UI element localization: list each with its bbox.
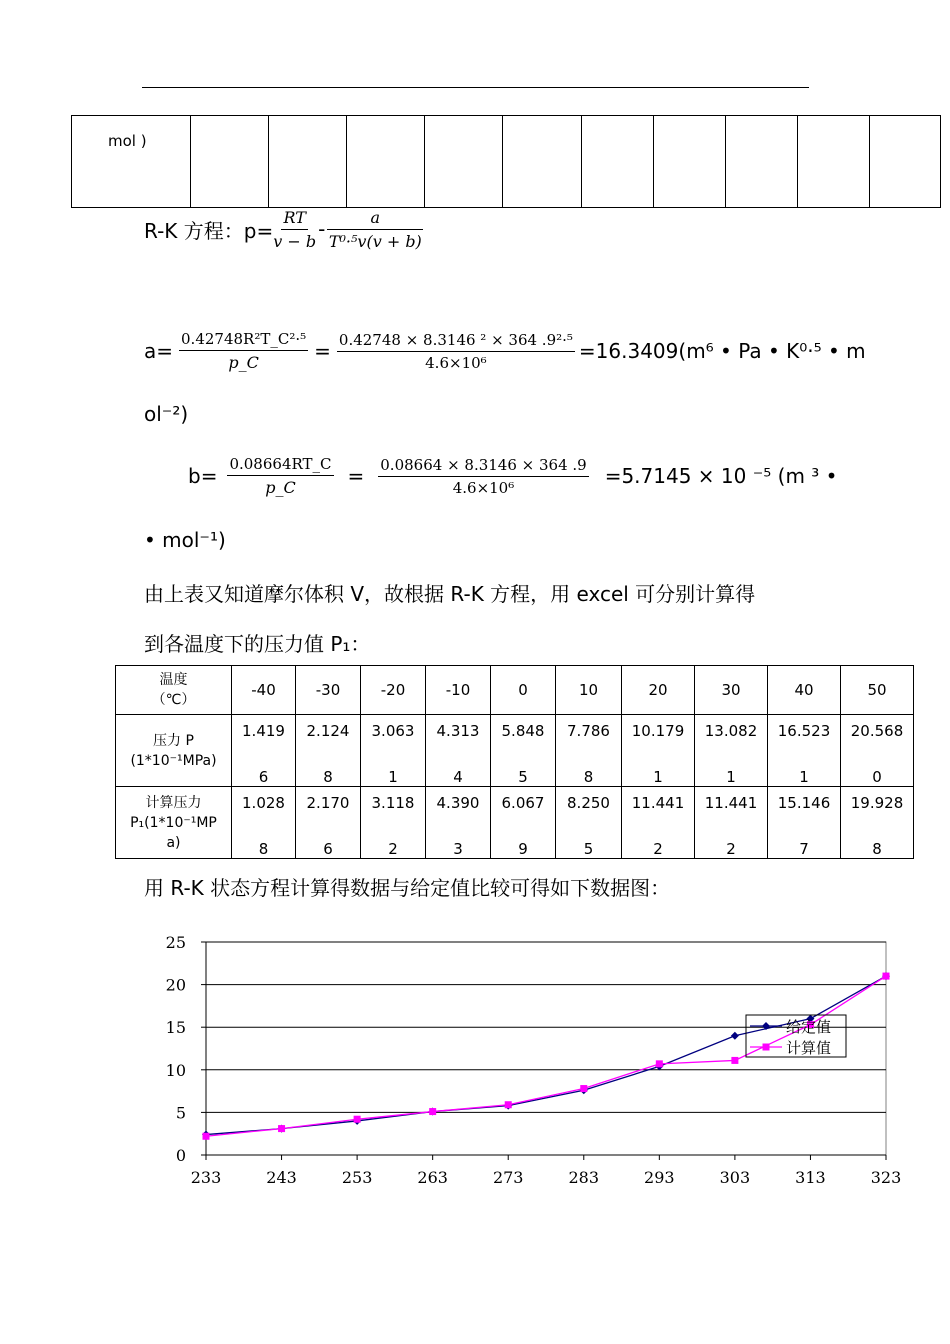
row-label: 计算压力 P₁(1*10⁻¹MP a) xyxy=(116,787,232,859)
temp-cell: 50 xyxy=(841,666,914,715)
x-tick-label: 293 xyxy=(644,1168,675,1187)
plot-area xyxy=(206,942,886,1155)
rk-fraction-1: $\frac{RT}{v - b}$ xyxy=(273,207,317,251)
data-point-calculated xyxy=(731,1057,738,1064)
a-formula: a= $\frac{\text{0.42748R²T\_C²·⁵}}{p\_C}$ = $\frac{\text{0.42748 × 8.3146 ² × 364 .9²·⁵}}{\text{4.6×10⁶}}$ =16.3409(m⁶ • Pa • K⁰·⁵ • m xyxy=(144,330,866,372)
value-cell: 11.441 2 xyxy=(622,787,695,859)
table-header-row xyxy=(116,666,914,715)
b-fraction-1: $\frac{0.08664RT\_C}{p\_C}$ xyxy=(229,455,332,497)
temp-cell: 20 xyxy=(622,666,695,715)
value-cell: 3.063 1 xyxy=(361,715,426,787)
data-point-calculated xyxy=(580,1085,587,1092)
y-tick-label: 0 xyxy=(175,1146,186,1165)
value-cell: 2.170 6 xyxy=(296,787,361,859)
value-cell: 19.928 8 xyxy=(841,787,914,859)
temp-header: 温度 （℃） xyxy=(116,666,232,715)
table-row-given xyxy=(116,715,914,787)
a-fraction-1: $\frac{\text{0.42748R²T\_C²·⁵}}{p\_C}$ xyxy=(181,330,307,372)
legend-marker-calculated xyxy=(763,1044,770,1051)
value-cell: 4.313 4 xyxy=(426,715,491,787)
data-point-calculated xyxy=(883,973,890,980)
legend-label: 给定值 xyxy=(786,1018,832,1036)
temp-cell: 40 xyxy=(768,666,841,715)
header-rule xyxy=(142,87,809,88)
x-tick-label: 243 xyxy=(266,1168,297,1187)
x-tick-label: 323 xyxy=(870,1168,902,1187)
value-cell: 20.568 0 xyxy=(841,715,914,787)
temp-cell: 10 xyxy=(556,666,622,715)
value-cell: 1.419 6 xyxy=(232,715,296,787)
b-fraction-2: $\frac{0.08664 \times 8.3146 \times 364 .9}{\text{4.6×10⁶}}$ xyxy=(380,455,587,497)
value-cell: 5.848 5 xyxy=(491,715,556,787)
x-tick-label: 303 xyxy=(719,1168,751,1187)
table-row-calculated xyxy=(116,787,914,859)
y-tick-label: 20 xyxy=(165,975,186,995)
data-point-calculated xyxy=(656,1060,663,1067)
data-point-calculated xyxy=(354,1116,361,1123)
x-tick-label: 253 xyxy=(341,1168,373,1187)
value-cell: 4.390 3 xyxy=(426,787,491,859)
x-tick-label: 233 xyxy=(190,1168,222,1187)
y-tick-label: 25 xyxy=(165,933,186,952)
y-tick-label: 15 xyxy=(165,1018,186,1038)
temp-cell: -30 xyxy=(296,666,361,715)
x-tick-label: 273 xyxy=(492,1168,524,1187)
y-tick-label: 5 xyxy=(175,1103,186,1123)
rk-fraction-2: $\frac{a}{\text{T⁰·⁵v(v + b)}}$ xyxy=(328,207,422,251)
x-tick-label: 263 xyxy=(417,1168,448,1187)
temp-cell: 30 xyxy=(695,666,768,715)
data-point-calculated xyxy=(278,1125,285,1132)
row-label: 压力 P (1*10⁻¹MPa) xyxy=(116,715,232,787)
value-cell: 8.250 5 xyxy=(556,787,622,859)
top-table-first-cell: mol ) xyxy=(72,116,191,208)
temp-cell: 0 xyxy=(491,666,556,715)
value-cell: 1.028 8 xyxy=(232,787,296,859)
data-point-calculated xyxy=(505,1101,512,1108)
paragraph-2: 到各温度下的压力值 P₁： xyxy=(144,632,371,656)
pressure-table xyxy=(115,665,914,859)
value-cell: 7.786 8 xyxy=(556,715,622,787)
x-tick-label: 313 xyxy=(795,1168,826,1187)
data-point-calculated xyxy=(203,1133,210,1140)
value-cell: 13.082 1 xyxy=(695,715,768,787)
value-cell: 2.124 8 xyxy=(296,715,361,787)
value-cell: 15.146 7 xyxy=(768,787,841,859)
legend-label: 计算值 xyxy=(786,1039,832,1057)
value-cell: 6.067 9 xyxy=(491,787,556,859)
value-cell: 11.441 2 xyxy=(695,787,768,859)
data-point-calculated xyxy=(429,1108,436,1115)
b-formula: b= $\frac{0.08664RT\_C}{p\_C}$ = $\frac{0.08664 \times 8.3146 \times 364 .9}{\text{4.6×10⁶}}$ =5.7145 × 10 ⁻⁵ (m ³ • xyxy=(188,455,838,497)
a-formula-continued: ol⁻²) xyxy=(144,402,189,426)
a-fraction-2: $\frac{\text{0.42748 × 8.3146 ² × 364 .9²·⁵}}{\text{4.6×10⁶}}$ xyxy=(338,330,573,372)
paragraph-3: 用 R-K 状态方程计算得数据与给定值比较可得如下数据图： xyxy=(144,876,671,900)
value-cell: 16.523 1 xyxy=(768,715,841,787)
value-cell: 10.179 1 xyxy=(622,715,695,787)
value-cell: 3.118 2 xyxy=(361,787,426,859)
temp-cell: -20 xyxy=(361,666,426,715)
paragraph-1: 由上表又知道摩尔体积 V，故根据 R-K 方程，用 excel 可分别计算得 xyxy=(144,582,756,606)
temp-cell: -10 xyxy=(426,666,491,715)
temp-cell: -40 xyxy=(232,666,296,715)
pressure-chart xyxy=(160,925,920,1195)
b-formula-continued: • mol⁻¹) xyxy=(144,528,226,552)
rk-equation: R-K 方程：p= $\frac{RT}{v - b}$ - $\frac{a}{\text{T⁰·⁵v(v + b)}}$ xyxy=(144,207,422,251)
y-tick-label: 10 xyxy=(165,1060,186,1080)
x-tick-label: 283 xyxy=(568,1168,600,1187)
top-table-fragment xyxy=(71,115,941,208)
